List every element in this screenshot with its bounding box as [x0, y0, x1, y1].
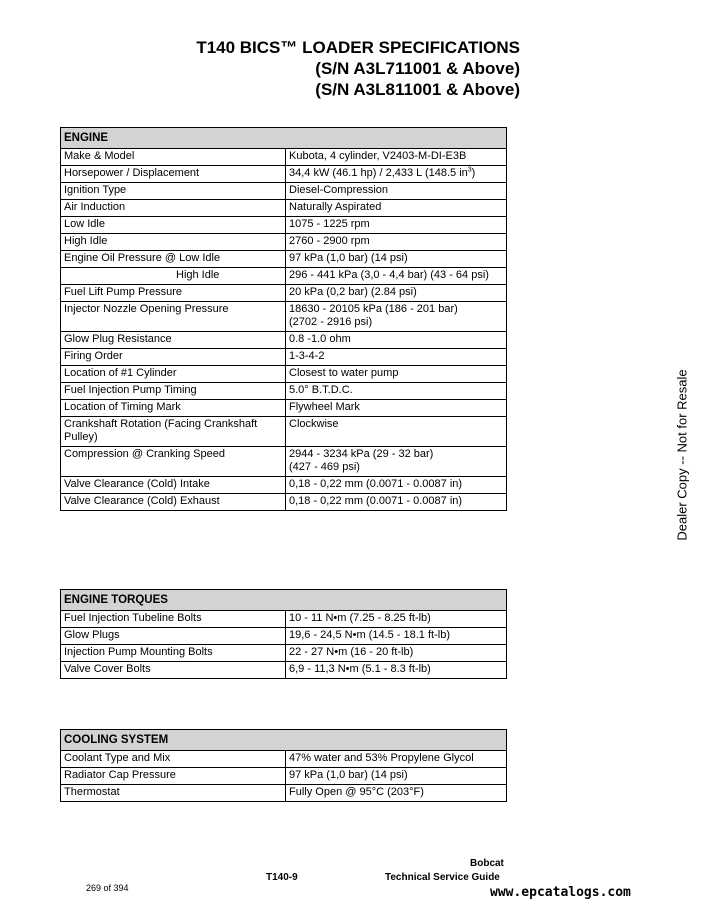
table-row: [61, 477, 507, 494]
table-row: [61, 183, 507, 200]
spec-value-line: (2702 - 2916 psi): [289, 316, 373, 328]
spec-value: 2760 - 2900 rpm: [286, 234, 507, 251]
spec-label: Fuel Lift Pump Pressure: [61, 285, 286, 302]
table-row: [61, 200, 507, 217]
spec-value: [286, 447, 507, 477]
footer-page-number: T140-9: [266, 872, 298, 883]
spec-value: 0,18 - 0,22 mm (0.0071 - 0.0087 in): [286, 494, 507, 511]
table-row: [61, 400, 507, 417]
spec-label: Horsepower / Displacement: [61, 166, 286, 183]
spec-value-superscript: 3: [467, 166, 472, 174]
spec-value: 20 kPa (0,2 bar) (2.84 psi): [286, 285, 507, 302]
spec-value: 10 - 11 N•m (7.25 - 8.25 ft-lb): [286, 611, 507, 628]
spec-value: [286, 302, 507, 332]
spec-value: Closest to water pump: [286, 366, 507, 383]
table-row: [61, 268, 507, 285]
spec-label-indented: High Idle: [176, 269, 220, 281]
spec-label: Compression @ Cranking Speed: [61, 447, 286, 477]
engine-torques-table: [60, 589, 507, 679]
table-row: [61, 383, 507, 400]
table-row: [61, 768, 507, 785]
footer-url[interactable]: www.epcatalogs.com: [490, 885, 631, 900]
spec-value-line: 18630 - 20105 kPa (186 - 201 bar): [289, 303, 458, 315]
spec-value: 97 kPa (1,0 bar) (14 psi): [286, 251, 507, 268]
spec-value: 19,6 - 24,5 N•m (14.5 - 18.1 ft-lb): [286, 628, 507, 645]
spec-label: High Idle: [61, 234, 286, 251]
spec-label: Injection Pump Mounting Bolts: [61, 645, 286, 662]
table-row: [61, 751, 507, 768]
cooling-system-table: [60, 729, 507, 802]
spec-value: 0,18 - 0,22 mm (0.0071 - 0.0087 in): [286, 477, 507, 494]
spec-label: Fuel Injection Pump Timing: [61, 383, 286, 400]
spec-label: Thermostat: [61, 785, 286, 802]
dealer-copy-watermark: Dealer Copy -- Not for Resale: [674, 369, 690, 541]
footer-brand: Bobcat: [470, 858, 504, 869]
spec-value: 22 - 27 N•m (16 - 20 ft-lb): [286, 645, 507, 662]
table-row: [61, 785, 507, 802]
spec-value: 296 - 441 kPa (3,0 - 4,4 bar) (43 - 64 psi): [286, 268, 507, 285]
spec-label: Valve Clearance (Cold) Intake: [61, 477, 286, 494]
table-row: [61, 366, 507, 383]
spec-label: Fuel Injection Tubeline Bolts: [61, 611, 286, 628]
table-row: [61, 234, 507, 251]
spec-label: Low Idle: [61, 217, 286, 234]
spec-label: Glow Plug Resistance: [61, 332, 286, 349]
table-row: [61, 494, 507, 511]
table-row: [61, 251, 507, 268]
spec-value-line: 2944 - 3234 kPa (29 - 32 bar): [289, 448, 434, 460]
table-row: [61, 645, 507, 662]
spec-value: 0.8 -1.0 ohm: [286, 332, 507, 349]
table-row: [61, 349, 507, 366]
spec-label: Location of #1 Cylinder: [61, 366, 286, 383]
spec-label: Engine Oil Pressure @ Low Idle: [61, 251, 286, 268]
footer-page-count: 269 of 394: [86, 883, 129, 893]
spec-value: 97 kPa (1,0 bar) (14 psi): [286, 768, 507, 785]
spec-value-tail: ): [471, 167, 476, 179]
spec-value: 6,9 - 11,3 N•m (5.1 - 8.3 ft-lb): [286, 662, 507, 679]
spec-label: Crankshaft Rotation (Facing Crankshaft Pulley): [61, 417, 286, 447]
serial-range-2: (S/N A3L811001 & Above): [315, 80, 520, 99]
spec-label: [61, 268, 286, 285]
torques-heading: ENGINE TORQUES: [61, 590, 507, 611]
footer-guide-title: Technical Service Guide: [385, 872, 500, 883]
page-title: T140 BICS™ LOADER SPECIFICATIONS: [196, 38, 520, 57]
spec-value: Flywheel Mark: [286, 400, 507, 417]
table-row: [61, 217, 507, 234]
spec-value: Clockwise: [286, 417, 507, 447]
table-row: [61, 611, 507, 628]
table-row: [61, 628, 507, 645]
spec-value: Naturally Aspirated: [286, 200, 507, 217]
spec-label: Glow Plugs: [61, 628, 286, 645]
cooling-heading: COOLING SYSTEM: [61, 730, 507, 751]
spec-label: Valve Cover Bolts: [61, 662, 286, 679]
table-row: [61, 417, 507, 447]
spec-value: Kubota, 4 cylinder, V2403-M-DI-E3B: [286, 149, 507, 166]
spec-label: Coolant Type and Mix: [61, 751, 286, 768]
spec-label: Air Induction: [61, 200, 286, 217]
spec-label: Make & Model: [61, 149, 286, 166]
serial-range-1: (S/N A3L711001 & Above): [315, 59, 520, 78]
spec-value-line: (427 - 469 psi): [289, 461, 360, 473]
spec-value-text: 34,4 kW (46.1 hp) / 2,433 L (148.5 in: [289, 167, 468, 179]
table-row: [61, 662, 507, 679]
spec-value: 47% water and 53% Propylene Glycol: [286, 751, 507, 768]
spec-label: Firing Order: [61, 349, 286, 366]
spec-value: 1075 - 1225 rpm: [286, 217, 507, 234]
spec-label: Location of Timing Mark: [61, 400, 286, 417]
engine-spec-table: [60, 127, 507, 511]
spec-value: 1-3-4-2: [286, 349, 507, 366]
engine-heading: ENGINE: [61, 128, 507, 149]
table-row: [61, 332, 507, 349]
spec-value: 5.0° B.T.D.C.: [286, 383, 507, 400]
table-row: [61, 447, 507, 477]
table-row: [61, 302, 507, 332]
spec-value: [286, 166, 507, 183]
spec-value: Fully Open @ 95°C (203°F): [286, 785, 507, 802]
spec-label: Injector Nozzle Opening Pressure: [61, 302, 286, 332]
spec-label: Valve Clearance (Cold) Exhaust: [61, 494, 286, 511]
table-row: [61, 166, 507, 183]
table-row: [61, 149, 507, 166]
table-row: [61, 285, 507, 302]
spec-label: Radiator Cap Pressure: [61, 768, 286, 785]
spec-value: Diesel-Compression: [286, 183, 507, 200]
spec-label: Ignition Type: [61, 183, 286, 200]
